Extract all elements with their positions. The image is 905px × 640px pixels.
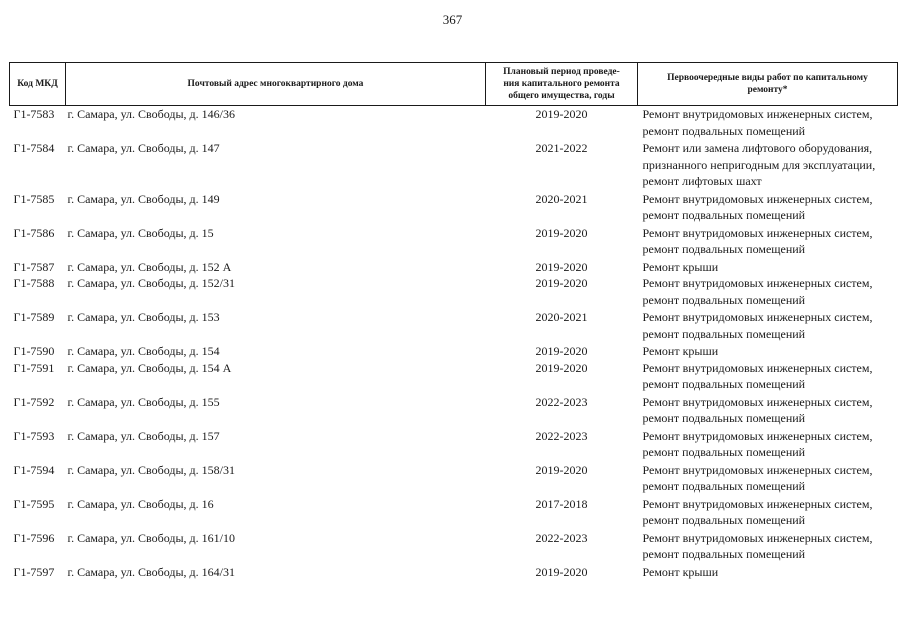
- row-period: 2017-2018: [535, 496, 588, 511]
- row-code: Г1-7587: [13, 259, 55, 274]
- row-address: г. Самара, ул. Свободы, д. 158/31: [67, 462, 235, 477]
- row-address: г. Самара, ул. Свободы, д. 153: [67, 310, 220, 324]
- row-address: г. Самара, ул. Свободы, д. 154: [67, 344, 220, 358]
- row-works: Ремонт или замена лифтового оборудования, признанного непригодным для эксплуатации, ремонт лифтовых шахт: [642, 141, 876, 188]
- table-row: [10, 496, 898, 530]
- capital-repair-table: [9, 62, 898, 580]
- row-code: Г1-7586: [13, 225, 55, 240]
- row-works: Ремонт внутридомовых инженерных систем, ремонт подвальных помещений: [642, 276, 873, 307]
- table-row: [10, 275, 898, 309]
- row-works: Ремонт внутридомовых инженерных систем, ремонт подвальных помещений: [642, 462, 873, 493]
- row-period: 2019-2020: [535, 360, 588, 375]
- table-row: [10, 343, 898, 360]
- row-address: г. Самара, ул. Свободы, д. 154 А: [67, 360, 232, 375]
- table-row: [10, 106, 898, 141]
- table-row: [10, 530, 898, 564]
- row-works: Ремонт внутридомовых инженерных систем, ремонт подвальных помещений: [642, 310, 873, 341]
- page-number: 367: [442, 12, 463, 27]
- row-works: Ремонт внутридомовых инженерных систем, ремонт подвальных помещений: [642, 360, 873, 391]
- row-address: г. Самара, ул. Свободы, д. 152 А: [67, 259, 232, 274]
- row-period: 2022-2023: [535, 530, 588, 545]
- row-code: Г1-7585: [13, 191, 55, 206]
- row-address: г. Самара, ул. Свободы, д. 157: [67, 428, 220, 443]
- table-row: [10, 394, 898, 428]
- row-works: Ремонт внутридомовых инженерных систем, ремонт подвальных помещений: [642, 394, 873, 425]
- row-code: Г1-7595: [13, 496, 55, 511]
- row-period: 2020-2021: [535, 191, 588, 206]
- table-row: [10, 191, 898, 225]
- row-period: 2019-2020: [535, 259, 588, 274]
- table-row: [10, 360, 898, 394]
- row-works: Ремонт крыши: [642, 259, 719, 274]
- row-works: Ремонт внутридомовых инженерных систем, ремонт подвальных помещений: [642, 428, 873, 459]
- row-works: Ремонт внутридомовых инженерных систем, ремонт подвальных помещений: [642, 107, 873, 138]
- row-period: 2019-2020: [535, 276, 588, 290]
- row-address: г. Самара, ул. Свободы, д. 152/31: [67, 276, 235, 290]
- row-code: Г1-7589: [13, 310, 55, 324]
- row-period: 2022-2023: [535, 394, 588, 409]
- row-code: Г1-7594: [13, 462, 55, 477]
- table-row: [10, 309, 898, 343]
- row-period: 2022-2023: [535, 428, 588, 443]
- row-period: 2019-2020: [535, 564, 588, 579]
- row-period: 2019-2020: [535, 344, 588, 358]
- row-code: Г1-7588: [13, 276, 55, 290]
- header-period: Плановый период проведе- ния капитального ремонта общего имущества, годы: [486, 63, 638, 106]
- row-works: Ремонт внутридомовых инженерных систем, ремонт подвальных помещений: [642, 191, 873, 222]
- header-address: Почтовый адрес многоквартирного дома: [66, 63, 486, 106]
- header-works: Первоочередные виды работ по капитальному ремонту*: [638, 63, 898, 106]
- row-works: Ремонт крыши: [642, 564, 719, 579]
- table-header: [10, 63, 898, 106]
- row-works: Ремонт крыши: [642, 344, 719, 358]
- header-code: Код МКД: [10, 63, 66, 106]
- row-code: Г1-7593: [13, 428, 55, 443]
- row-period: 2020-2021: [535, 310, 588, 324]
- table-row: [10, 225, 898, 259]
- row-address: г. Самара, ул. Свободы, д. 15: [67, 225, 214, 240]
- row-code: Г1-7583: [13, 107, 55, 121]
- row-code: Г1-7584: [13, 141, 55, 155]
- row-address: г. Самара, ул. Свободы, д. 16: [67, 496, 214, 511]
- row-works: Ремонт внутридомовых инженерных систем, ремонт подвальных помещений: [642, 225, 873, 256]
- row-code: Г1-7592: [13, 394, 55, 409]
- row-address: г. Самара, ул. Свободы, д. 164/31: [67, 564, 235, 579]
- row-period: 2019-2020: [535, 107, 588, 121]
- row-period: 2019-2020: [535, 225, 588, 240]
- table-row: [10, 140, 898, 191]
- header-row: [10, 63, 898, 106]
- row-address: г. Самара, ул. Свободы, д. 146/36: [67, 107, 235, 121]
- table-body: [10, 106, 898, 581]
- row-code: Г1-7596: [13, 530, 55, 545]
- row-address: г. Самара, ул. Свободы, д. 161/10: [67, 530, 235, 545]
- row-code: Г1-7597: [13, 564, 55, 579]
- row-address: г. Самара, ул. Свободы, д. 149: [67, 191, 220, 206]
- row-period: 2021-2022: [535, 141, 588, 155]
- row-code: Г1-7590: [13, 344, 55, 358]
- table-row: [10, 259, 898, 276]
- row-works: Ремонт внутридомовых инженерных систем, ремонт подвальных помещений: [642, 530, 873, 561]
- row-works: Ремонт внутридомовых инженерных систем, ремонт подвальных помещений: [642, 496, 873, 527]
- row-address: г. Самара, ул. Свободы, д. 147: [67, 141, 220, 155]
- row-address: г. Самара, ул. Свободы, д. 155: [67, 394, 220, 409]
- row-code: Г1-7591: [13, 360, 55, 375]
- row-period: 2019-2020: [535, 462, 588, 477]
- table-row: [10, 428, 898, 462]
- table-row: [10, 564, 898, 581]
- table-row: [10, 462, 898, 496]
